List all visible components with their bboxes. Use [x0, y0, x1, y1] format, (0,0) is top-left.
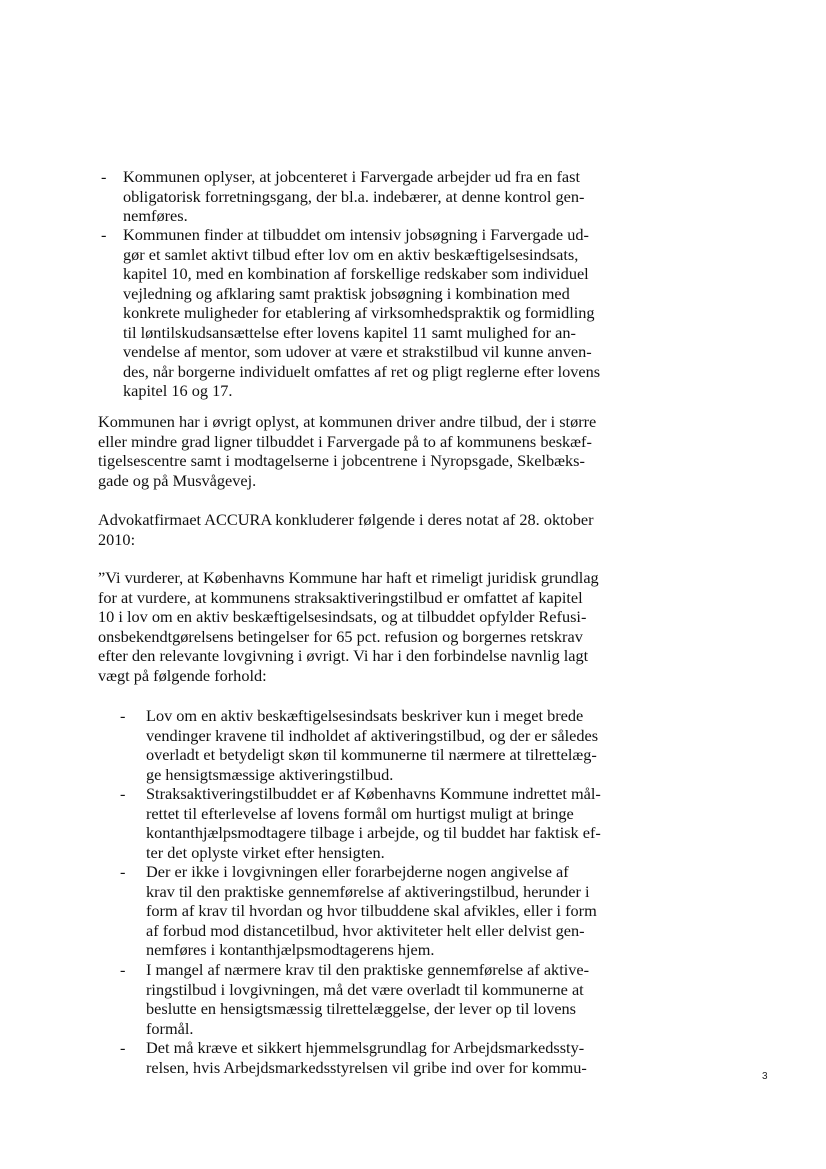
bullet-dash: -	[120, 960, 126, 979]
text-line: vejledning og afklaring samt praktisk jobsøgning i kombination med	[123, 283, 570, 303]
text-line: nemføres.	[123, 206, 188, 225]
text-line: ge hensigtsmæssige aktiveringstilbud.	[146, 764, 394, 784]
text-line: 10 i lov om en aktiv beskæftigelsesindsats, og at tilbuddet opfylder Refusi-	[98, 607, 587, 626]
text-line: rettet til efterlevelse af lovens formål om hurtigst muligt at bringe	[146, 803, 574, 823]
bullet-dash: -	[120, 862, 126, 881]
text-line: obligatorisk forretningsgang, der bl.a. indebærer, at denne kontrol gen-	[123, 186, 585, 206]
text-line: gør et samlet aktivt tilbud efter lov om en aktiv beskæftigelsesindsats,	[123, 244, 579, 264]
text-line: formål.	[146, 1018, 194, 1038]
text-line: beslutte en hensigtsmæssig tilrettelæggelse, der lever op til lovens	[146, 999, 577, 1018]
bullet-dash: -	[120, 784, 126, 803]
text-line: Kommunen oplyser, at jobcenteret i Farvergade arbejder ud fra en fast	[123, 167, 581, 186]
text-line: Straksaktiveringstilbuddet er af Københavns Kommune indrettet mål-	[146, 784, 601, 803]
text-line: kontanthjælpsmodtagere tilbage i arbejde, og til buddet har faktisk ef-	[146, 823, 601, 842]
text-line: vendinger kravene til indholdet af aktiveringstilbud, og der er således	[146, 725, 599, 745]
text-line: Kommunen finder at tilbuddet om intensiv jobsøgning i Farvergade ud-	[123, 225, 589, 244]
text-line: nemføres i kontanthjælpsmodtagerens hjem.	[146, 940, 435, 959]
text-line: til løntilskudsansættelse efter lovens kapitel 11 samt mulighed for an-	[123, 322, 576, 342]
text-line: konkrete muligheder for etablering af virksomhedspraktik og formidling	[123, 303, 595, 322]
text-line: tigelsescentre samt i modtagelserne i jobcentrene i Nyropsgade, Skelbæks-	[98, 451, 585, 470]
text-line: form af krav til hvordan og hvor tilbuddene skal afvikles, eller i form	[146, 901, 597, 920]
text-line: Advokatfirmaet ACCURA konkluderer følgende i deres notat af 28. oktober	[98, 510, 594, 529]
text-line: 2010:	[98, 529, 136, 549]
text-line: overladt et betydeligt skøn til kommunerne til nærmere at tilrettelæg-	[146, 745, 597, 764]
text-line: relsen, hvis Arbejdsmarkedsstyrelsen vil gribe ind over for kommu-	[146, 1057, 587, 1077]
bullet-dash: -	[120, 706, 126, 725]
text-line: onsbekendtgørelsens betingelser for 65 pct. refusion og borgernes retskrav	[98, 626, 583, 646]
text-line: kapitel 10, med en kombination af forskellige redskaber som individuel	[123, 264, 589, 283]
text-line: gade og på Musvågevej.	[98, 470, 257, 490]
text-line: Det må kræve et sikkert hjemmelsgrundlag for Arbejdsmarkedssty-	[146, 1038, 585, 1057]
text-line: efter den relevante lovgivning i øvrigt. Vi har i den forbindelse navnlig lagt	[98, 646, 589, 665]
text-line: for at vurdere, at kommunens straksaktiveringstilbud er omfattet af kapitel	[98, 587, 583, 607]
text-line: Der er ikke i lovgivningen eller forarbejderne nogen angivelse af	[146, 862, 569, 881]
text-line: kapitel 16 og 17.	[123, 381, 233, 400]
text-line: ”Vi vurderer, at Københavns Kommune har haft et rimeligt juridisk grundlag	[98, 568, 599, 587]
bullet-dash: -	[101, 167, 107, 186]
text-line: Lov om en aktiv beskæftigelsesindsats beskriver kun i meget brede	[146, 706, 584, 725]
text-line: Kommunen har i øvrigt oplyst, at kommunen driver andre tilbud, der i større	[98, 412, 597, 431]
text-line: des, når borgerne individuelt omfattes af ret og pligt reglerne efter lovens	[123, 361, 601, 381]
text-line: I mangel af nærmere krav til den praktiske gennemførelse af aktive-	[146, 960, 590, 979]
page-number: 3	[762, 1071, 768, 1082]
bullet-dash: -	[101, 225, 107, 244]
text-line: ringstilbud i lovgivningen, må det være overladt til kommunerne at	[146, 979, 584, 999]
text-line: krav til den praktiske gennemførelse af aktiveringstilbud, herunder i	[146, 881, 590, 901]
text-line: vægt på følgende forhold:	[98, 665, 267, 685]
text-line: vendelse af mentor, som udover at være et strakstilbud vil kunne anven-	[123, 342, 592, 361]
text-line: eller mindre grad ligner tilbuddet i Farvergade på to af kommunens beskæf-	[98, 431, 592, 451]
text-line: ter det oplyste virket efter hensigten.	[146, 842, 385, 862]
text-line: af forbud mod distancetilbud, hvor aktiviteter helt eller delvist gen-	[146, 920, 585, 940]
bullet-dash: -	[120, 1038, 126, 1057]
